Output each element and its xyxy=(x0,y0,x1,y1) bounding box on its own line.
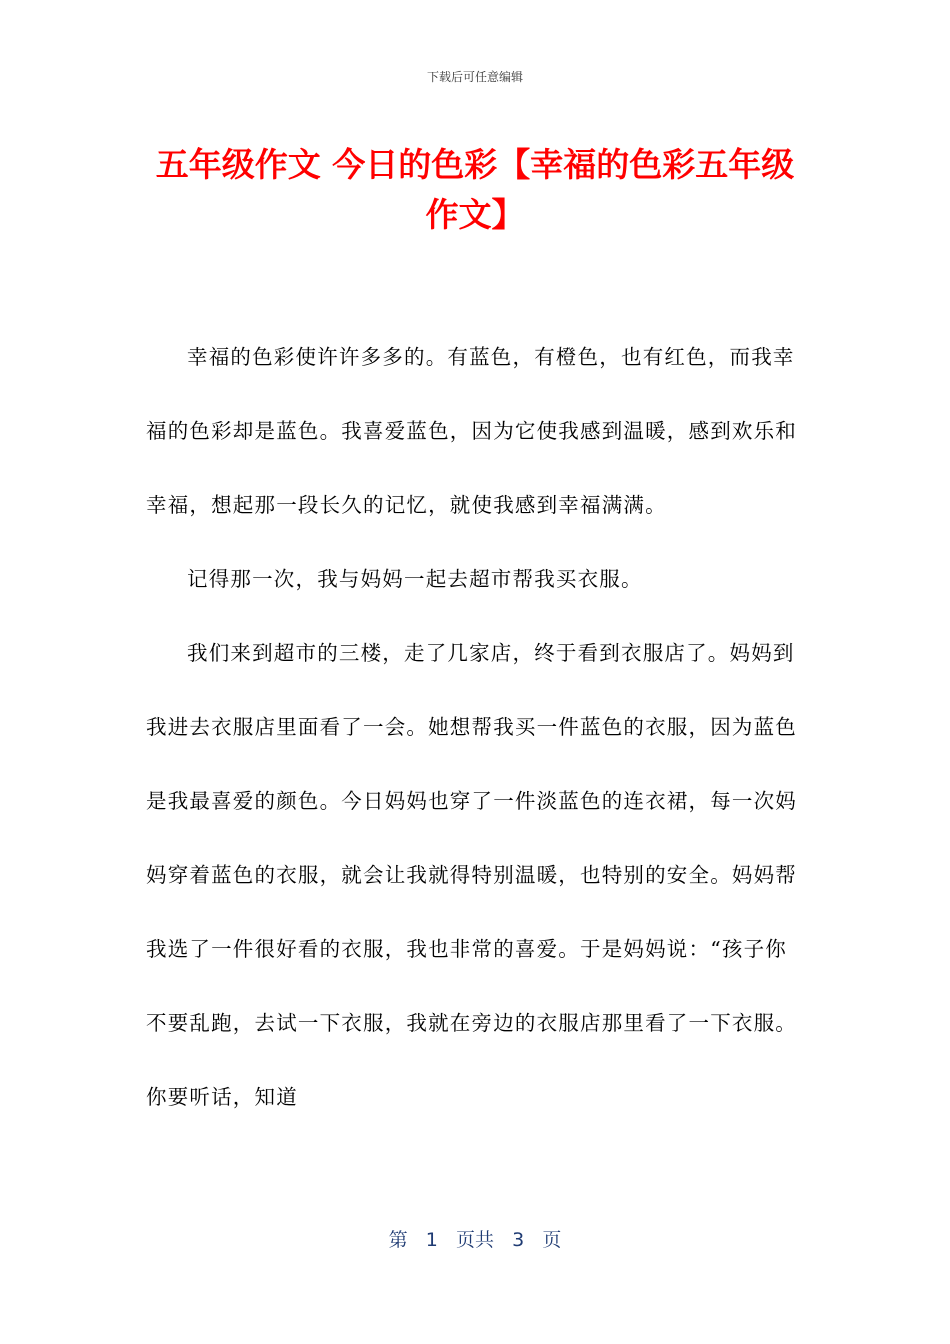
page-label-prefix: 第 xyxy=(388,1229,408,1251)
page-label-suffix: 页 xyxy=(542,1229,562,1251)
current-page-number: 1 xyxy=(425,1229,438,1251)
document-title: 五年级作文 今日的色彩【幸福的色彩五年级作文】 xyxy=(155,145,795,234)
paragraph: 幸福的色彩使许许多多的。有蓝色，有橙色，也有红色，而我幸福的色彩却是蓝色。我喜爱蓝色，因为它使我感到温暖，感到欢乐和幸福，想起那一段长久的记忆，就使我感到幸福满满。 xyxy=(146,345,797,517)
page-label-mid: 页共 xyxy=(455,1229,494,1251)
document-body xyxy=(146,320,806,1134)
total-pages-number: 3 xyxy=(512,1229,525,1251)
page-footer xyxy=(0,1225,950,1252)
paragraph: 我们来到超市的三楼，走了几家店，终于看到衣服店了。妈妈到我进去衣服店里面看了一会。她想帮我买一件蓝色的衣服，因为蓝色是我最喜爱的颜色。今日妈妈也穿了一件淡蓝色的连衣裙，每一次妈妈穿着蓝色的衣服，就会让我就得特别温暖，也特别的安全。妈妈帮我选了一件很好看的衣服，我也非常的喜爱。于是妈妈说：“孩子你不要乱跑，去试一下衣服，我就在旁边的衣服店那里看了一下衣服。你要听话，知道 xyxy=(146,641,797,1109)
header-note: 下载后可任意编辑 xyxy=(426,70,523,84)
paragraph: 记得那一次，我与妈妈一起去超市帮我买衣服。 xyxy=(187,567,643,591)
